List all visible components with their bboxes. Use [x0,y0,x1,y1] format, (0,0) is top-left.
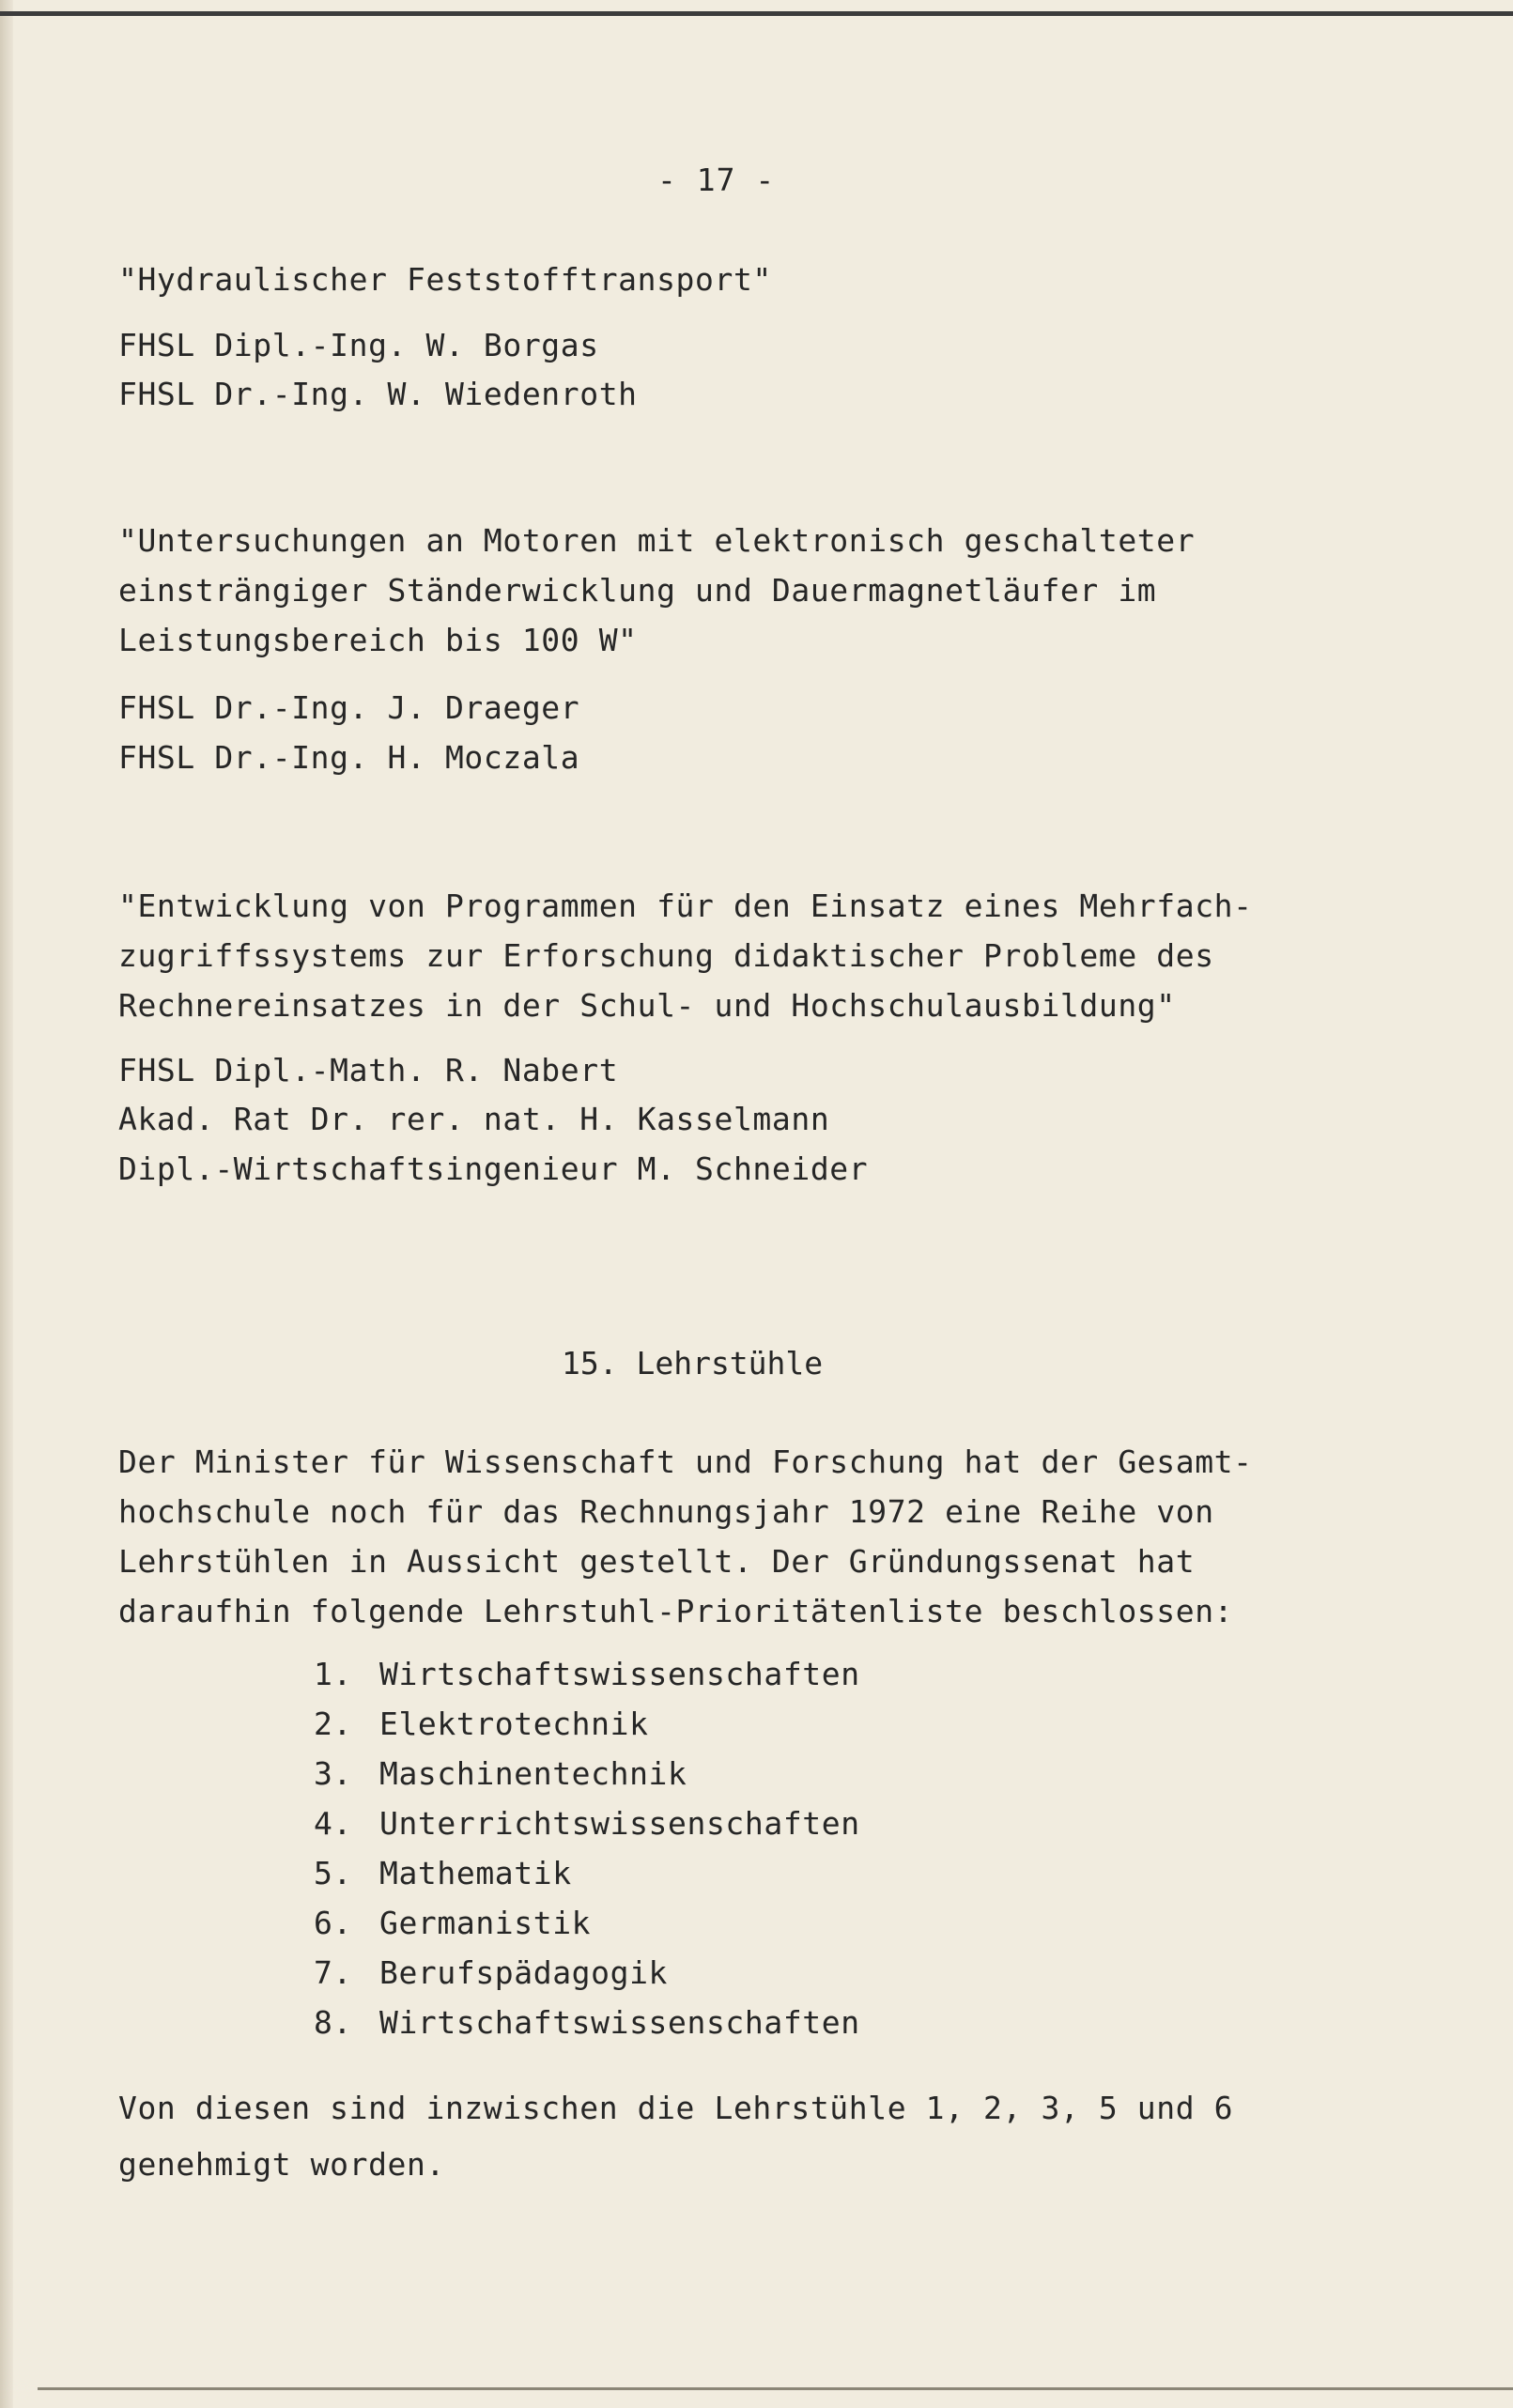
list-item-label: Mathematik [379,1855,572,1891]
project-3-title-line: "Entwicklung von Programmen für den Einsatz eines Mehrfach- [118,888,1253,924]
list-item-label: Wirtschaftswissenschaften [379,1656,860,1692]
list-item [314,1656,860,1706]
project-1-title: "Hydraulischer Feststofftransport" [118,261,772,298]
list-item-label: Germanistik [379,1905,592,1941]
project-2-title-line: einsträngiger Ständerwicklung und Dauermagnetläufer im [118,572,1157,609]
list-item-number: 8. [314,2004,352,2041]
project-1-person: FHSL Dr.-Ing. W. Wiedenroth [118,376,638,412]
project-2-title-line: Leistungsbereich bis 100 W" [118,622,638,658]
intro-paragraph-line: daraufhin folgende Lehrstuhl-Prioritätenliste beschlossen: [118,1593,1234,1629]
project-3-person: Dipl.-Wirtschaftsingenieur M. Schneider [118,1150,869,1187]
closing-paragraph-line: genehmigt worden. [118,2146,445,2183]
bottom-border-rule [38,2387,1513,2390]
list-item-number: 1. [314,1656,352,1692]
list-item-number: 5. [314,1855,352,1891]
list-item [314,2004,860,2054]
list-item-label: Unterrichtswissenschaften [379,1805,860,1842]
list-item-number: 4. [314,1805,352,1842]
list-item [314,1855,860,1905]
page-edge-shadow [0,0,13,2408]
list-item [314,1954,860,2004]
closing-paragraph-line: Von diesen sind inzwischen die Lehrstühle 1, 2, 3, 5 und 6 [118,2090,1234,2126]
list-item-number: 7. [314,1954,352,1991]
project-3-title-line: zugriffssystems zur Erforschung didaktischer Probleme des [118,937,1214,974]
intro-paragraph-line: hochschule noch für das Rechnungsjahr 1972 eine Reihe von [118,1493,1214,1530]
intro-paragraph-line: Lehrstühlen in Aussicht gestellt. Der Gründungssenat hat [118,1543,1196,1580]
project-2-person: FHSL Dr.-Ing. H. Moczala [118,739,580,776]
project-2-person: FHSL Dr.-Ing. J. Draeger [118,689,580,726]
project-3-person: Akad. Rat Dr. rer. nat. H. Kasselmann [118,1101,830,1137]
list-item-label: Berufspädagogik [379,1954,669,1991]
list-item-number: 6. [314,1905,352,1941]
section-heading: 15. Lehrstühle [562,1345,824,1382]
list-item-number: 3. [314,1755,352,1792]
list-item-label: Maschinentechnik [379,1755,687,1792]
list-item-label: Wirtschaftswissenschaften [379,2004,860,2041]
list-item [314,1706,860,1755]
list-item [314,1805,860,1855]
list-item-label: Elektrotechnik [379,1706,649,1742]
priority-list [314,1656,860,2054]
list-item-number: 2. [314,1706,352,1742]
project-3-title-line: Rechnereinsatzes in der Schul- und Hochschulausbildung" [118,987,1176,1024]
project-3-person: FHSL Dipl.-Math. R. Nabert [118,1052,619,1088]
top-border-rule [0,11,1513,16]
page-number: - 17 - [657,162,776,198]
project-1-person: FHSL Dipl.-Ing. W. Borgas [118,327,599,363]
list-item [314,1755,860,1805]
intro-paragraph-line: Der Minister für Wissenschaft und Forschung hat der Gesamt- [118,1443,1253,1480]
project-2-title-line: "Untersuchungen an Motoren mit elektronisch geschalteter [118,522,1196,559]
list-item [314,1905,860,1954]
